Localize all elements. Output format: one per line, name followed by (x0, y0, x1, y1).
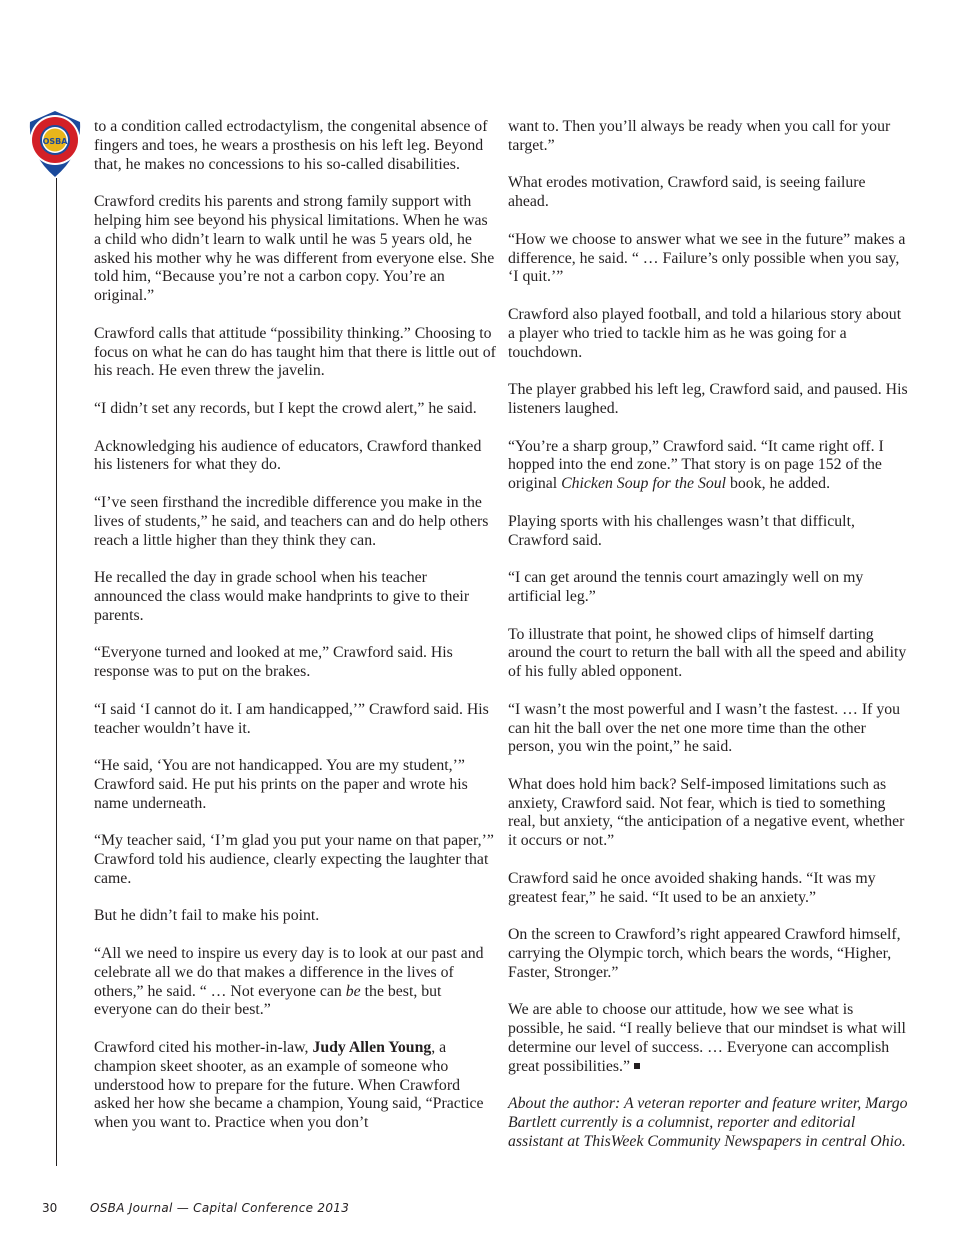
paragraph: Crawford also played football, and told a hilarious story about a player who tried to tackle him as he was going for a touchdown. (508, 305, 902, 361)
page-number: 30 (42, 1201, 58, 1215)
paragraph: To illustrate that point, he showed clips of himself darting around the court to return the ball with all the speed and ability of his fully abled opponent. (508, 625, 907, 681)
paragraph: Acknowledging his audience of educators, Crawford thanked his listeners for what they do. (94, 437, 482, 474)
osba-seal-logo (25, 108, 85, 180)
paragraph: “I didn’t set any records, but I kept the crowd alert,” he said. (94, 399, 477, 417)
seal-text: OSBA (42, 137, 68, 146)
author-byline: About the author: A veteran reporter and feature writer, Margo Bartlett currently is a columnist, reporter and editorial assistant at ThisWeek Community Newspapers in central Ohio. (508, 1095, 908, 1151)
paragraph: to a condition called ectrodactylism, the congenital absence of fingers and toes, he wears a prosthesis on his left leg. Beyond that, he makes no concessions to his so-called disabilities. (94, 118, 488, 173)
paragraph: want to. Then you’ll always be ready when you call for your target.” (508, 118, 891, 154)
paragraph: “All we need to inspire us every day is to look at our past and celebrate all we do that makes a difference in the lives of others,” he said. “ … Not everyone can be the best, but everyone can do their best.” (94, 945, 484, 1019)
name-bold: Judy Allen Young (312, 1039, 432, 1057)
paragraph: “I can get around the tennis court amazingly well on my artificial leg.” (508, 569, 864, 605)
page-footer (0, 1199, 960, 1219)
book-title: Chicken Soup for the Soul (561, 475, 727, 493)
paragraph: Playing sports with his challenges wasn’t that difficult, Crawford said. (508, 512, 855, 549)
paragraph: Crawford cited his mother-in-law, Judy Allen Young, a champion skeet shooter, as an example of someone who understood how to prepare for the future. When Crawford asked her how she became a champion, Young said, “Practice when you want to. Practice when you don’t (94, 1039, 484, 1132)
paragraph: The player grabbed his left leg, Crawford said, and paused. His listeners laughed. (508, 381, 908, 417)
emphasis: be (345, 982, 361, 1000)
paragraph: “I said ‘I cannot do it. I am handicapped,’” Crawford said. His teacher wouldn’t have it. (94, 700, 489, 737)
paragraph: On the screen to Crawford’s right appeared Crawford himself, carrying the Olympic torch, which bears the words, “Higher, Faster, Stronger.” (508, 926, 901, 981)
journal-name: OSBA Journal — Capital Conference 2013 (90, 1201, 350, 1215)
paragraph: Crawford credits his parents and strong family support with helping him see beyond his physical limitations. When he was a child who didn’t learn to walk until he was 5 years old, he asked his mother why he was different from everyone else. She told him, “Because you’re not a carbon copy. You’re an original.” (94, 193, 495, 305)
end-of-story-mark (634, 1063, 640, 1069)
paragraph: “I wasn’t the most powerful and I wasn’t the fastest. … If you can hit the ball over the net one more time than the other person, you win the point,” he said. (508, 700, 901, 756)
right-column (508, 118, 910, 1171)
paragraph: “My teacher said, ‘I’m glad you put your name on that paper,’” Crawford told his audience, clearly expecting the laughter that came. (94, 832, 494, 887)
paragraph: He recalled the day in grade school when his teacher announced the class would make handprints to give to their parents. (94, 569, 470, 624)
paragraph: We are able to choose our attitude, how we see what is possible, he said. “I really believe that our mindset is what will determine our level of success. … Everyone can accomplish great possibilities.” (508, 1001, 906, 1075)
paragraph: “You’re a sharp group,” Crawford said. “It came right off. I hopped into the end zone.” That story is on page 152 of the original Chicken Soup for the Soul book, he added. (508, 437, 884, 493)
paragraph: “He said, ‘You are not handicapped. You are my student,’” Crawford said. He put his prints on the paper and wrote his name underneath. (94, 757, 468, 812)
paragraph: What does hold him back? Self-imposed limitations such as anxiety, Crawford said. Not fear, which is tied to something real, but anxiety, “the anticipation of a negative event, whether it occurs or not.” (508, 775, 905, 850)
paragraph: But he didn’t fail to make his point. (94, 907, 320, 925)
paragraph: “How we choose to answer what we see in the future” makes a difference, he said. “ … Failure’s only possible when you say, ‘I quit.’” (508, 230, 906, 286)
column-rule (56, 178, 57, 1166)
paragraph: “Everyone turned and looked at me,” Crawford said. His response was to put on the brakes. (94, 644, 453, 681)
paragraph: Crawford calls that attitude “possibility thinking.” Choosing to focus on what he can do has taught him that there is little out of his reach. He even threw the javelin. (94, 324, 496, 380)
left-column (94, 118, 496, 1152)
paragraph: Crawford said he once avoided shaking hands. “It was my greatest fear,” he said. “It used to be an anxiety.” (508, 869, 876, 906)
paragraph: “I’ve seen firsthand the incredible difference you make in the lives of students,” he said, and teachers can and do help others reach a little higher than they think they can. (94, 493, 489, 549)
paragraph: What erodes motivation, Crawford said, is seeing failure ahead. (508, 174, 866, 211)
